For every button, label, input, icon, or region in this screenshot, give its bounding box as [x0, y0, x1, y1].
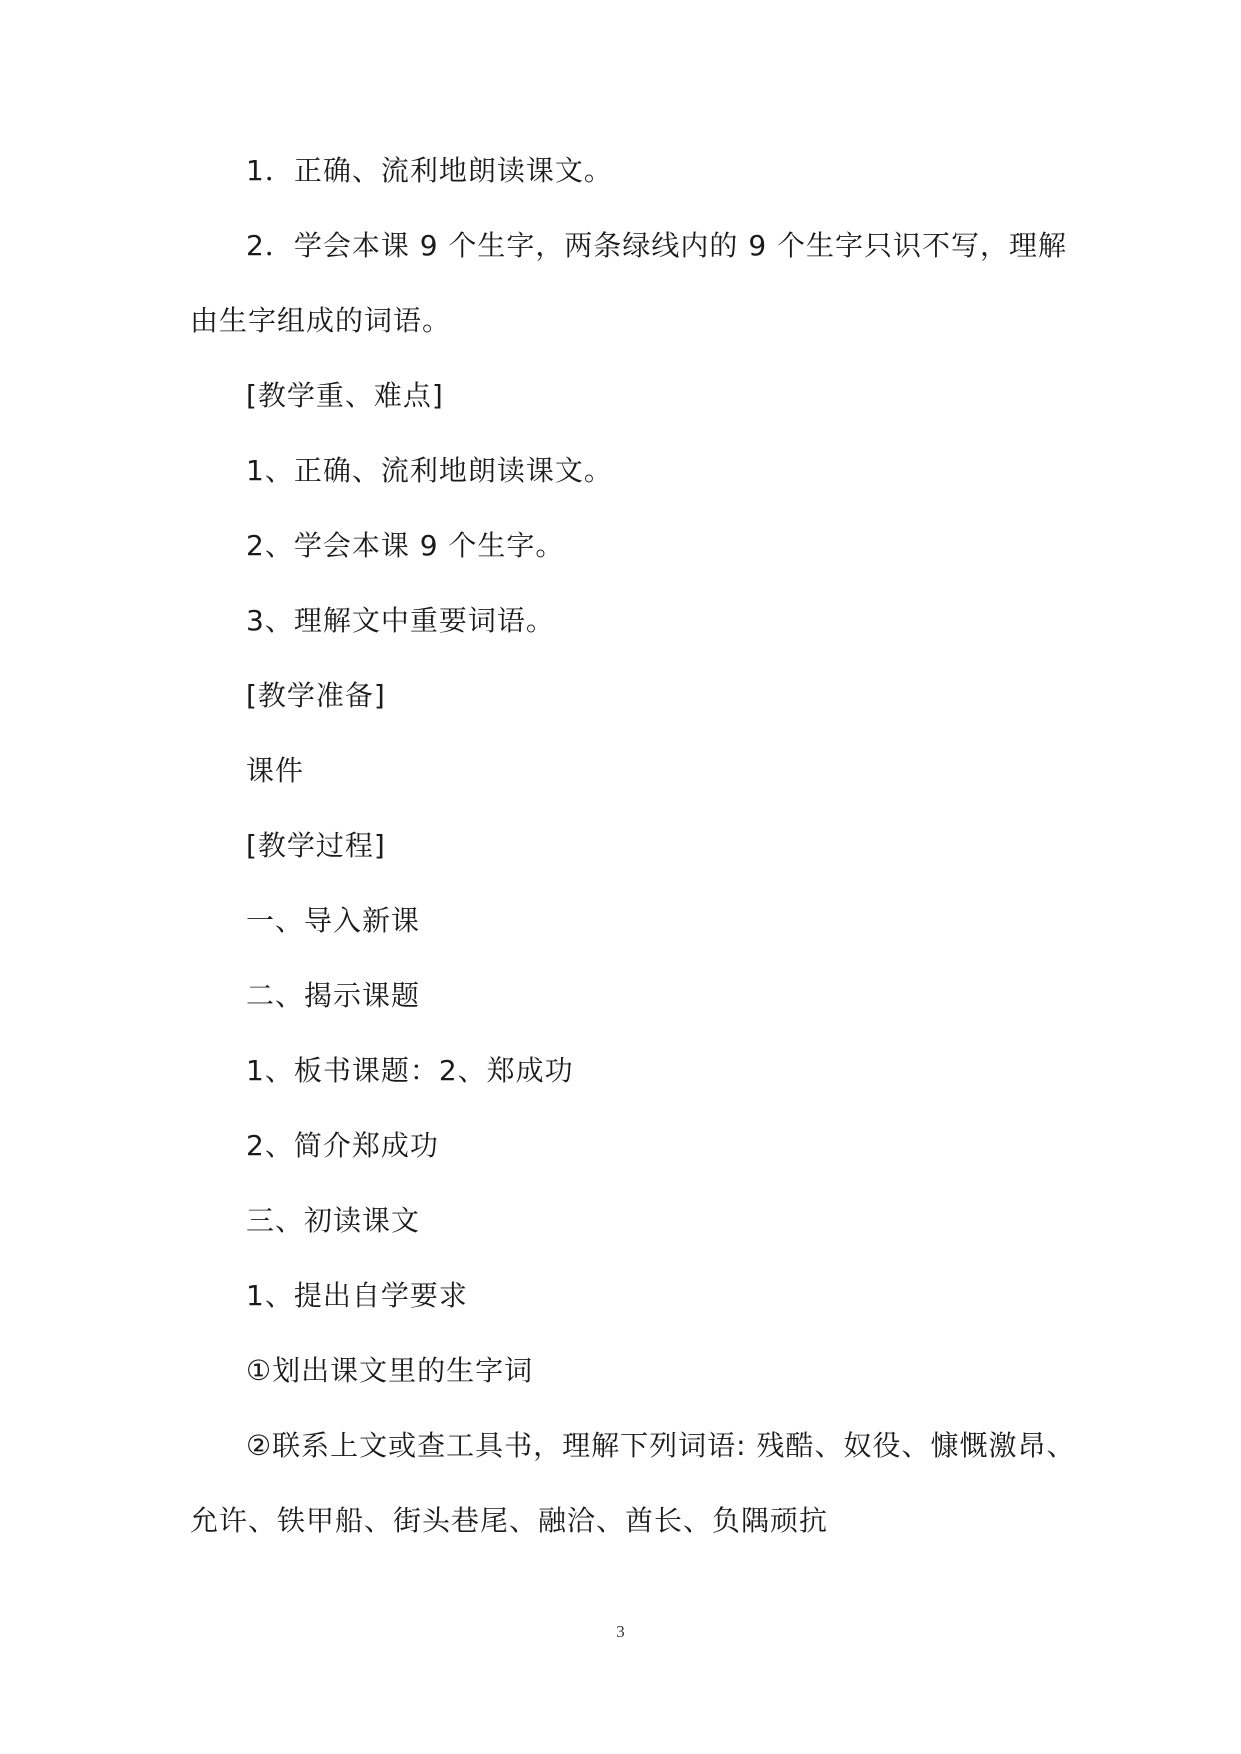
process-step-3-item-1: 1、提出自学要求	[246, 1279, 468, 1312]
page-number: 3	[616, 1622, 625, 1641]
key-point-3: 3、理解文中重要词语。	[246, 604, 555, 637]
objective-2-continued: 由生字组成的词语。	[190, 304, 452, 337]
objective-1: 1．正确、流利地朗读课文。	[246, 154, 613, 187]
process-step-3: 三、初读课文	[246, 1204, 421, 1237]
process-step-1: 一、导入新课	[246, 904, 421, 937]
key-point-1: 1、正确、流利地朗读课文。	[246, 454, 613, 487]
section-heading-preparation: [教学准备]	[246, 679, 386, 712]
process-step-2: 二、揭示课题	[246, 979, 421, 1012]
section-heading-key-points: [教学重、难点]	[246, 379, 444, 412]
self-study-requirement-2: ②联系上文或查工具书，理解下列词语: 残酷、奴役、慷慨激昂、	[246, 1429, 1076, 1462]
process-step-2-item-2: 2、简介郑成功	[246, 1129, 439, 1162]
section-heading-process: [教学过程]	[246, 829, 386, 862]
objective-2: 2．学会本课 9 个生字，两条绿线内的 9 个生字只识不写，理解	[246, 229, 1068, 262]
self-study-requirement-2-continued: 允许、铁甲船、街头巷尾、融洽、酋长、负隅顽抗	[190, 1504, 829, 1537]
key-point-2: 2、学会本课 9 个生字。	[246, 529, 565, 562]
self-study-requirement-1: ①划出课文里的生字词	[246, 1354, 534, 1387]
process-step-2-item-1: 1、板书课题：2、郑成功	[246, 1054, 574, 1087]
preparation-item: 课件	[246, 754, 305, 787]
